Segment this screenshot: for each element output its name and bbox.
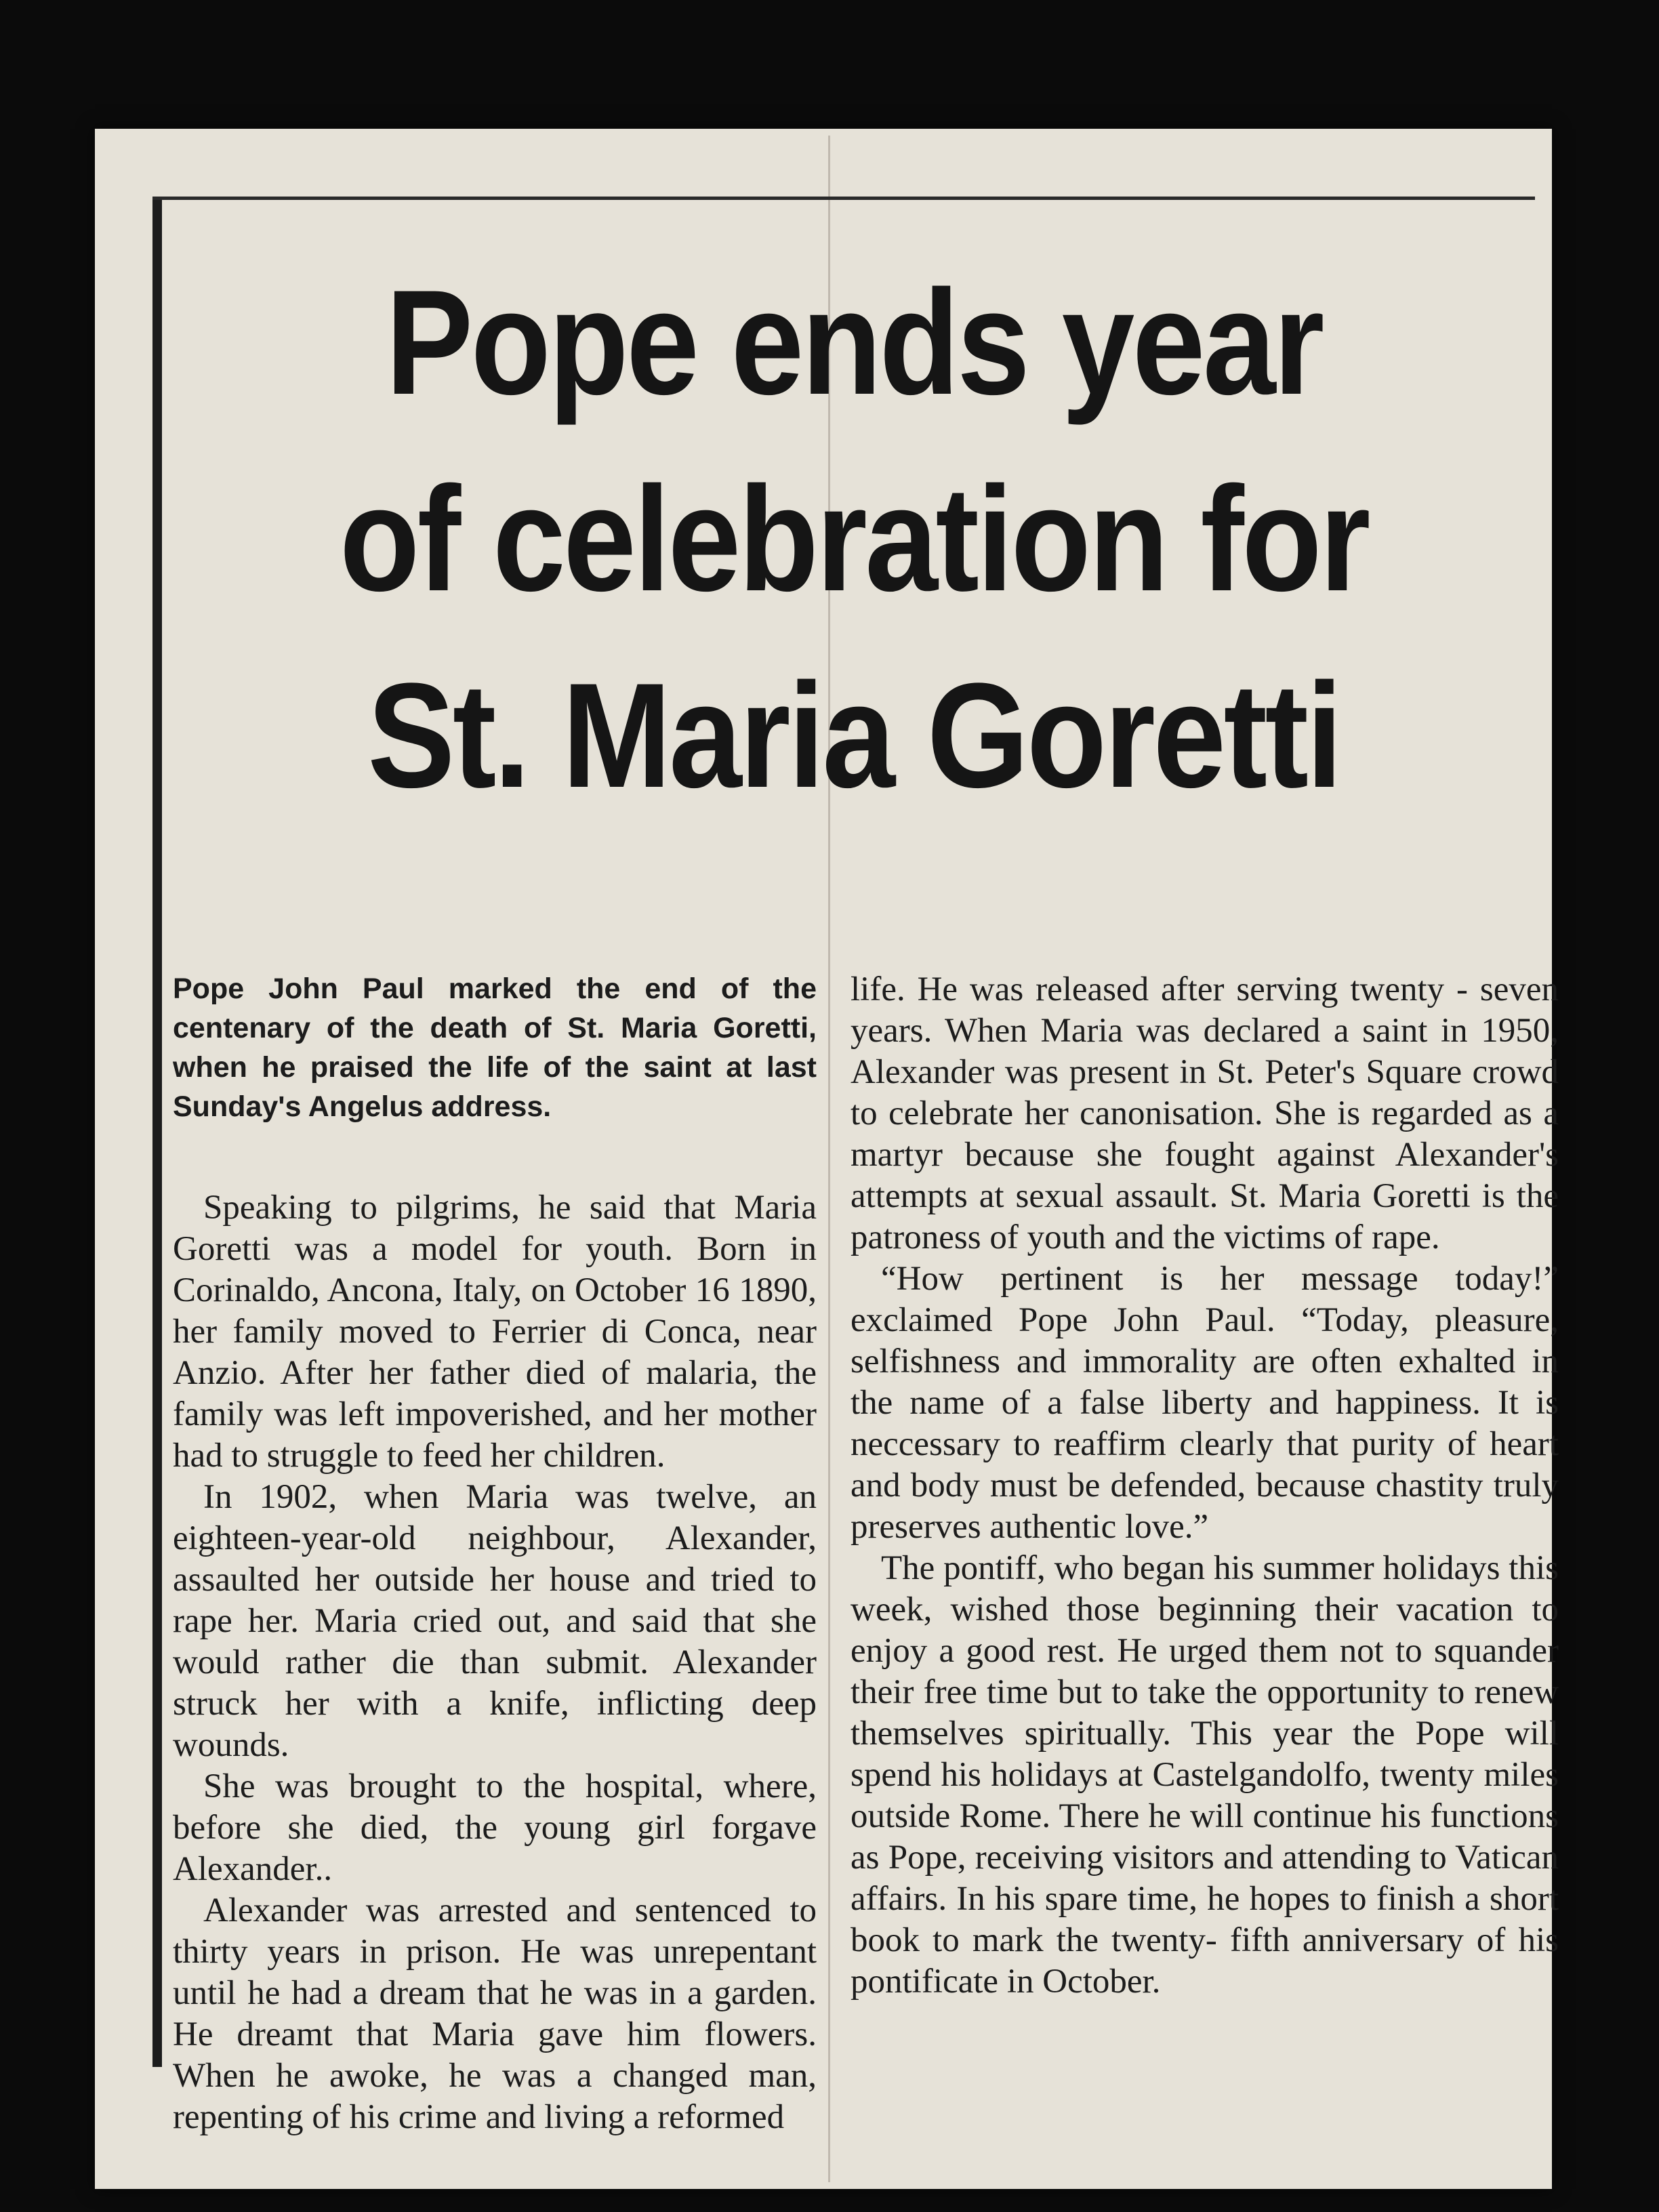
body-paragraph: In 1902, when Maria was twelve, an eighteen-year-old neighbour, Alexander, assaulted her outside her house and tried to rape her. Maria cried out, and said that she would rather die than submit. Alexander struck her with a knife, inflicting deep wounds. [173,1478,817,1764]
body-paragraph: The pontiff, who began his summer holidays this week, wished those beginning their vacation to enjoy a good rest. He urged them not to squander their free time but to take the opportunity to renew themselves spiritually. This year the Pope will spend his holidays at Castelgandolfo, twenty miles outside Rome. There he will continue his functions as Pope, receiving visitors and attending to Vatican affairs. In his spare time, he hopes to finish a short book to mark the twenty- fifth anniversary of his pontificate in October. [851,1549,1559,2001]
standfirst: Pope John Paul marked the end of the centenary of the death of St. Maria Goretti, when he praised the life of the saint at last Sunday's Angelus address. [173,972,817,1123]
body-paragraph: Alexander was arrested and sentenced to thirty years in prison. He was unrepentant until he had a dream that he was in a garden. He dreamt that Maria gave him flowers. When he awoke, he was a changed man, repenting of his crime and living a reformed [173,1891,817,2136]
headline-line-1: Pope ends year [386,259,1322,426]
body-paragraph: life. He was released after serving twenty - seven years. When Maria was declared a saint in 1950, Alexander was present in St. Peter's Square crowd to celebrate her canonisation. She is regarded as a martyr because she fought against Alexander's attempts at sexual assault. St. Maria Goretti is the patroness of youth and the victims of rape. [851,970,1559,1256]
article-column-right [851,969,1559,2003]
border-rule-left [152,197,162,2067]
article-column-left [173,969,817,2138]
body-paragraph: Speaking to pilgrims, he said that Maria Goretti was a model for youth. Born in Corinaldo, Ancona, Italy, on October 16 1890, her family moved to Ferrier di Conca, near Anzio. After her father died of malaria, the family was left impoverished, and her mother had to struggle to feed her children. [173,1189,817,1475]
border-rule-top [152,197,1535,200]
headline [275,244,1432,834]
body-paragraph: She was brought to the hospital, where, before she died, the young girl forgave Alexander.. [173,1767,817,1888]
body-paragraph: “How pertinent is her message today!” exclaimed Pope John Paul. “Today, pleasure, selfishness and immorality are often exhalted in the name of a false liberty and happiness. It is neccessary to reaffirm clearly that purity of heart and body must be defended, because chastity truly preserves authentic love.” [851,1260,1559,1546]
headline-line-2: of celebration for [340,455,1368,622]
headline-line-3: St. Maria Goretti [367,652,1340,819]
